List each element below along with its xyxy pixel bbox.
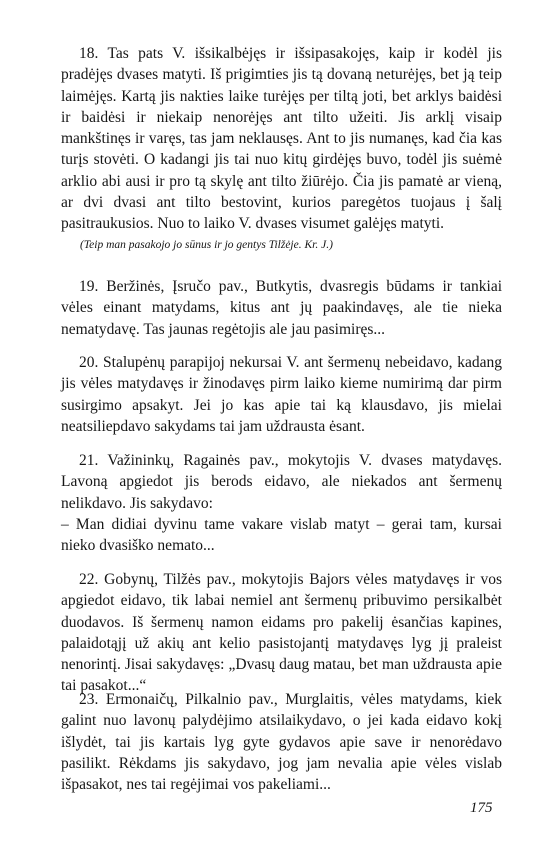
entry-paragraph: 23. Ermonaičų, Pilkalnio pav., Murglaitis, vėles matydams, kiek galint nuo lavonų palydėjimo atsilaikydavo, o jei kada eidavo kokį išlydėt, tai jis kartais lyg gyte gydavos apie save ir nenorėdavo pasilikt. Rėkdams jis sakydavo, jog jam nevalia apie vėles vislab išpasakot, nes tai regėjimai vos pakeliami...	[61, 691, 502, 794]
entry-20	[61, 352, 502, 437]
entry-paragraph: 22. Gobynų, Tilžės pav., mokytojis Bajors vėles matydavęs ir vos apgiedot eidavo, tik labai nemiel ant šermenų pribuvimo persikalbėt duodavos. Iš šermenų namon eidams pro pakelij ėsančias kapines, palaidotąjį už akių ant kelio pasistojantį matydavęs lyg jį praleist nenorintį. Jisai sakydavęs: „Dvasų daug matau, bet man uždrausta apie tai pasakot...“	[61, 571, 502, 695]
entry-quote: – Man didiai dyvinu tame vakare vislab matyt – gerai tam, kursai nieko dvasiško nemato...	[61, 515, 502, 555]
source-note: (Teip man pasakojo jo sūnus ir jo gentys Tilžėje. Kr. J.)	[80, 239, 333, 251]
entry-18	[61, 43, 502, 235]
entry-paragraph: 21. Važininkų, Ragainės pav., mokytojis V. dvases matydavęs. Lavoną apgiedot jis berods eidavo, ale niekados ant šermenų nelikdavo. Jis sakydavo:	[61, 452, 502, 512]
entry-paragraph: 18. Tas pats V. išsikalbėjęs ir išsipasakojęs, kaip ir kodėl jis pradėjęs dvases matyti. Iš prigimties jis tą dovaną neturėjęs, bet ją teip laimėjęs. Kartą jis nakties laike turėjęs per tiltą joti, bet arklys baidėsi ir baidėsi ir niekaip nenorėjęs ant tilto užeiti. Jis arklį visaip mankštinęs ir varęs, tas jam neklausęs. Ant to jis numanęs, kad čia kas turįs stovėti. O kadangi jis tai nuo kitų girdėjęs buvo, todėl jis suėmė arklio abi ausi ir pro tą skylę ant tilto žiūrėjo. Čia jis pamatė ar vieną, ar dvi dvasi ant tilto bestovint, kurios paregėtos tuojaus į šalį pasitraukusios. Nuo to laiko V. dvases visumet galėjęs matyti.	[61, 45, 502, 233]
entry-paragraph: 19. Beržinės, Įsručo pav., Butkytis, dvasregis būdams ir tankiai vėles einant matydams, kitus ant jų paakindavęs, ale tie nieka nematydavę. Tas jaunas regėtojis ale jau pasimiręs...	[61, 278, 502, 338]
page-number: 175	[470, 800, 493, 816]
entry-23	[61, 689, 502, 795]
entry-21	[61, 450, 502, 556]
entry-22	[61, 569, 502, 697]
entry-19	[61, 276, 502, 340]
entry-paragraph: 20. Stalupėnų parapijoj nekursai V. ant šermenų nebeidavo, kadang jis vėles matydavęs ir žinodavęs pirm laiko kieme numirimą dar pirm susirgimo apsakyt. Jei jo kas apie tai ką klausdavo, jis mielai neatsiliepdavo sakydams tai jam uždrausta ėsant.	[61, 354, 502, 435]
